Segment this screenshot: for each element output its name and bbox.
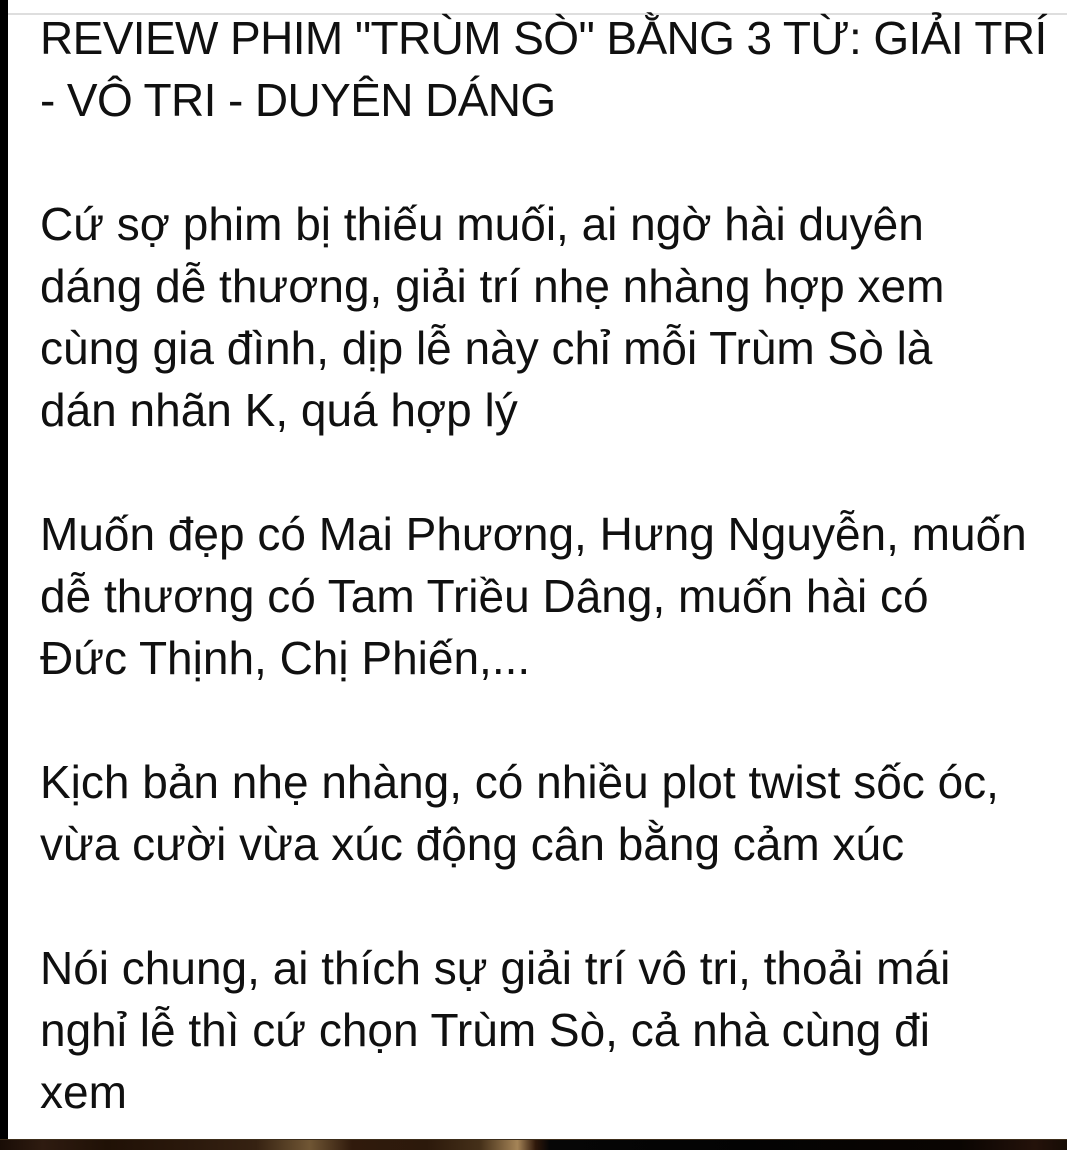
post-paragraph [40, 193, 1067, 441]
paragraph-line: dáng dễ thương, giải trí nhẹ nhàng hợp xem [40, 260, 945, 312]
paragraph-line: Đức Thịnh, Chị Phiến,... [40, 632, 531, 684]
paragraph-line: dán nhãn K, quá hợp lý [40, 384, 518, 436]
post-paragraph [40, 751, 1067, 875]
left-edge-bar [0, 0, 8, 1150]
paragraph-line: xem [40, 1066, 127, 1118]
paragraph-line: Nói chung, ai thích sự giải trí vô tri, thoải mái [40, 942, 951, 994]
paragraph-line: dễ thương có Tam Triều Dâng, muốn hài có [40, 570, 929, 622]
paragraph-line: Kịch bản nhẹ nhàng, có nhiều plot twist sốc óc, [40, 756, 999, 808]
post-paragraph [40, 503, 1067, 689]
paragraph-line: Cứ sợ phim bị thiếu muối, ai ngờ hài duyên [40, 198, 924, 250]
post-title-line: - VÔ TRI - DUYÊN DÁNG [40, 74, 556, 126]
paragraph-line: cùng gia đình, dịp lễ này chỉ mỗi Trùm Sò là [40, 322, 933, 374]
post-paragraph [40, 937, 1067, 1123]
paragraph-line: nghỉ lễ thì cứ chọn Trùm Sò, cả nhà cùng đi [40, 1004, 930, 1056]
movie-photo-top-edge [0, 1139, 1067, 1150]
paragraph-line: vừa cười vừa xúc động cân bằng cảm xúc [40, 818, 905, 870]
post-title-line: REVIEW PHIM "TRÙM SÒ" BẰNG 3 TỪ: GIẢI TRÍ [40, 12, 1047, 64]
paragraph-line: Muốn đẹp có Mai Phương, Hưng Nguyễn, muốn [40, 508, 1027, 560]
post-body [40, 7, 1067, 1150]
post-title [40, 7, 1067, 131]
